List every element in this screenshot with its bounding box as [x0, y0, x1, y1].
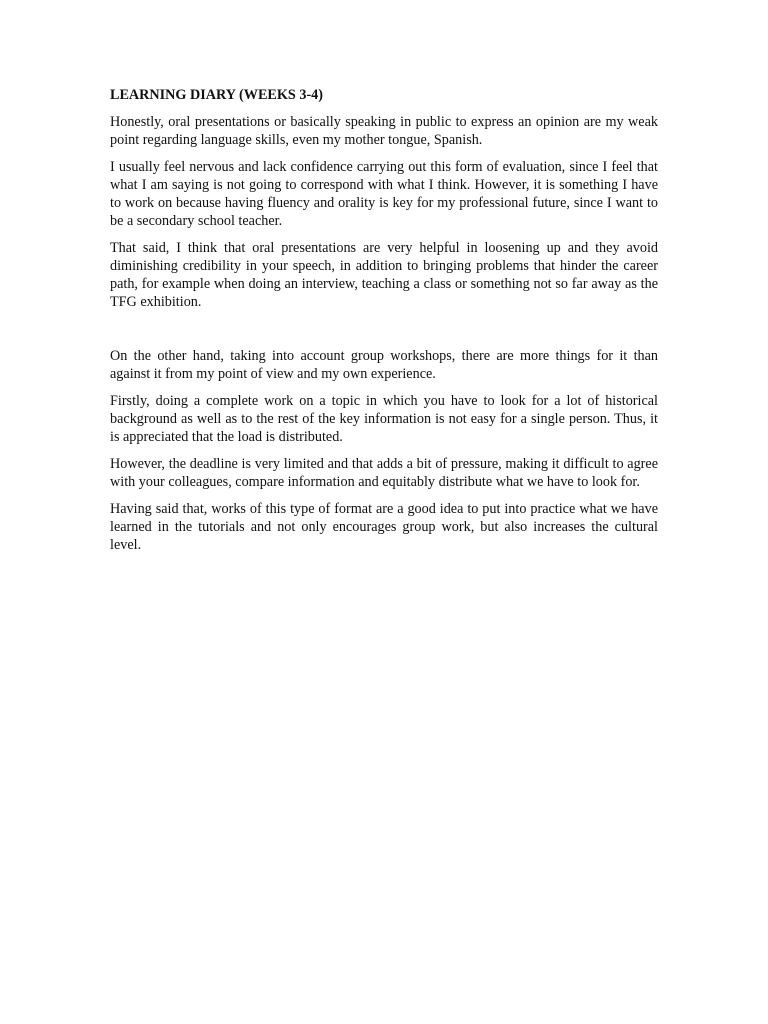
section-gap: [110, 320, 658, 347]
paragraph-deadline: However, the deadline is very limited and that adds a bit of pressure, making it difficult to agree with your colleagues, compare information and equitably distribute what we have to look for.: [110, 456, 658, 490]
paragraph-firstly: Firstly, doing a complete work on a topic in which you have to look for a lot of historical background as well as to the rest of the key information is not easy for a single person. Thus, it is appreciated that the load is distributed.: [110, 393, 658, 445]
document-page: [110, 86, 658, 563]
paragraph-conclusion: Having said that, works of this type of format are a good idea to put into practice what we have learned in the tutorials and not only encourages group work, but also increases the cultural level.: [110, 501, 658, 553]
paragraph-nervousness: I usually feel nervous and lack confidence carrying out this form of evaluation, since I feel that what I am saying is not going to correspond with what I think. However, it is something I have to work on because having fluency and orality is key for my professional future, since I want to be a secondary school teacher.: [110, 159, 658, 229]
paragraph-oral-presentations-benefits: That said, I think that oral presentations are very helpful in loosening up and they avoid diminishing credibility in your speech, in addition to bringing problems that hinder the career path, for example when doing an interview, teaching a class or something not so far away as the TFG exhibition.: [110, 240, 658, 310]
paragraph-public-speaking: Honestly, oral presentations or basically speaking in public to express an opinion are my weak point regarding language skills, even my mother tongue, Spanish.: [110, 114, 658, 148]
document-title: LEARNING DIARY (WEEKS 3-4): [110, 87, 323, 103]
paragraph-group-workshops: On the other hand, taking into account group workshops, there are more things for it than against it from my point of view and my own experience.: [110, 348, 658, 382]
